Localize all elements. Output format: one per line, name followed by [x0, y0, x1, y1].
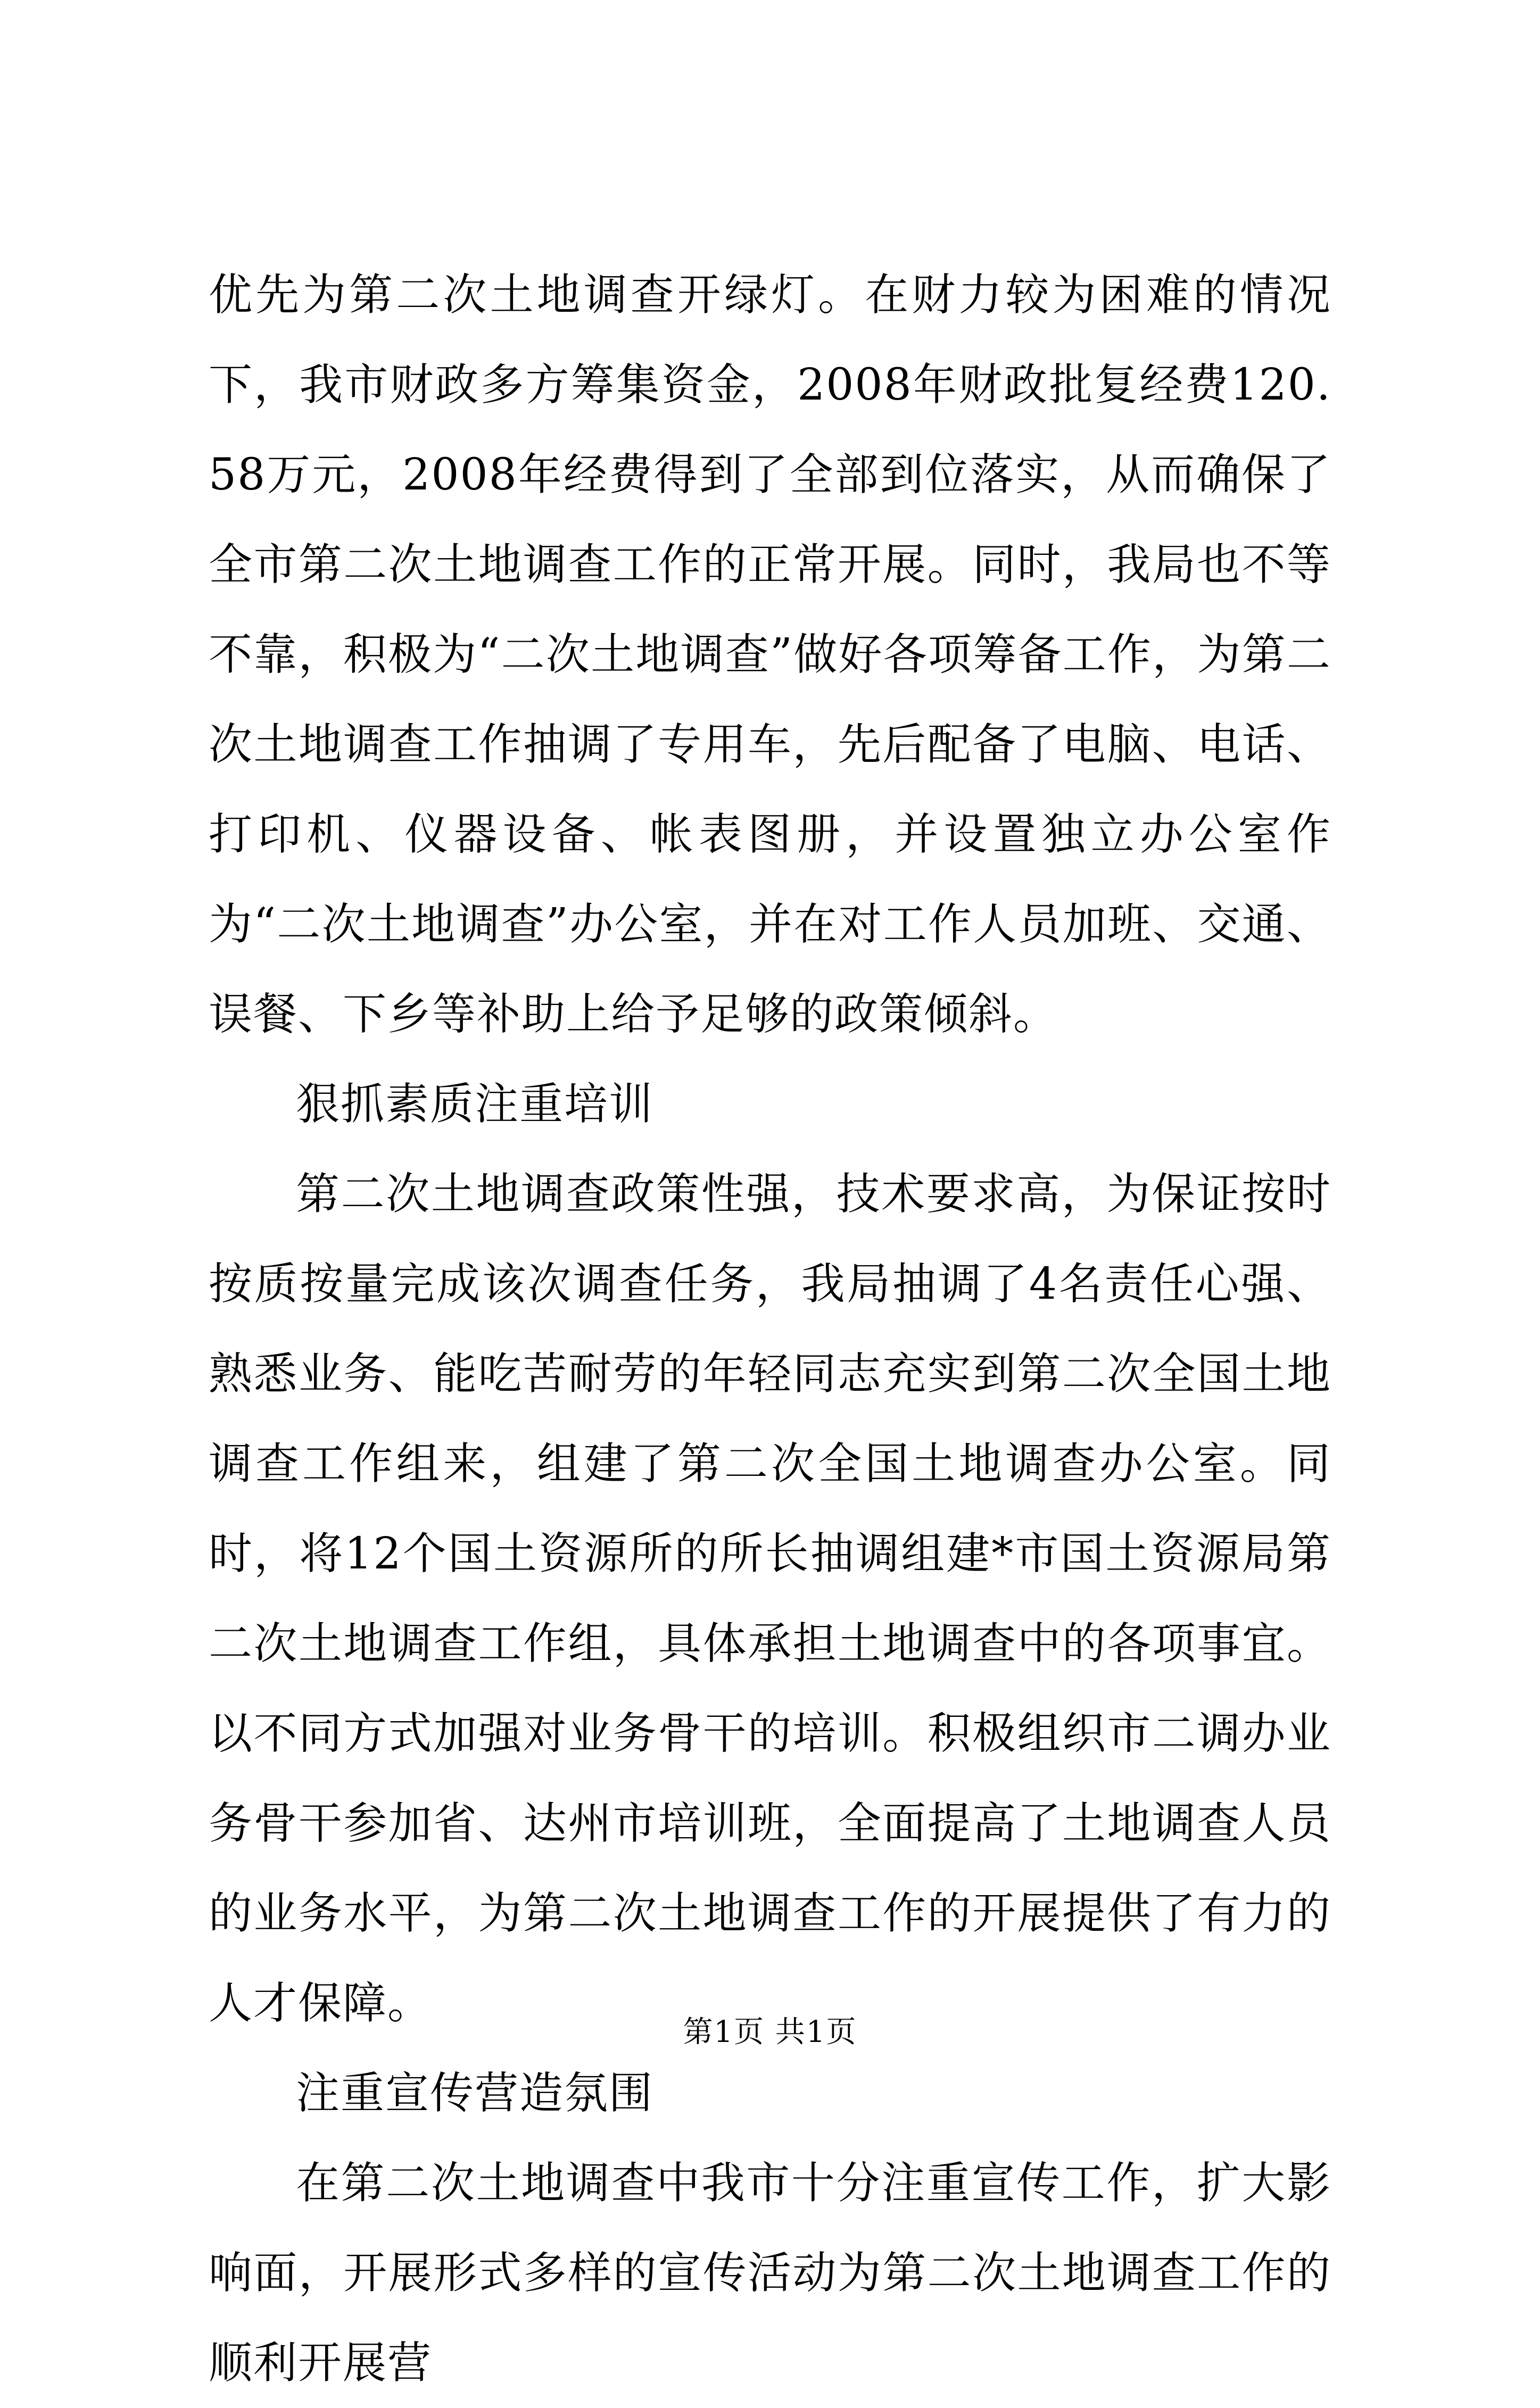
paragraph-publicity: 在第二次土地调查中我市十分注重宣传工作，扩大影响面，开展形式多样的宣传活动为第二次土地调查工作的顺利开展营: [209, 2158, 1331, 2388]
document-body: [209, 250, 1331, 2408]
page-footer: 第1页 共1页: [683, 2015, 857, 2049]
paragraph-training: 第二次土地调查政策性强，技术要求高，为保证按时按质按量完成该次调查任务，我局抽调了4名责任心强、熟悉业务、能吃苦耐劳的年轻同志充实到第二次全国土地调查工作组来，组建了第二次全国土地调查办公室。同时，将12个国土资源所的所长抽调组建*市国土资源局第二次土地调查工作组，具体承担土地调查中的各项事宜。以不同方式加强对业务骨干的培训。积极组织市二调办业务骨干参加省、达州市培训班，全面提高了土地调查人员的业务水平，为第二次土地调查工作的开展提供了有力的人才保障。: [209, 1169, 1331, 2029]
paragraph-funding: 优先为第二次土地调查开绿灯。在财力较为困难的情况下，我市财政多方筹集资金，2008年财政批复经费120.58万元，2008年经费得到了全部到位落实，从而确保了全市第二次土地调查工作的正常开展。同时，我局也不等不靠，积极为“二次土地调查”做好各项筹备工作，为第二次土地调查工作抽调了专用车，先后配备了电脑、电话、打印机、仪器设备、帐表图册，并设置独立办公室作为“二次土地调查”办公室，并在对工作人员加班、交通、误餐、下乡等补助上给予足够的政策倾斜。: [209, 270, 1331, 1040]
section-heading-publicity: 注重宣传营造氛围: [296, 2068, 654, 2119]
section-heading-training: 狠抓素质注重培训: [296, 1079, 654, 1130]
